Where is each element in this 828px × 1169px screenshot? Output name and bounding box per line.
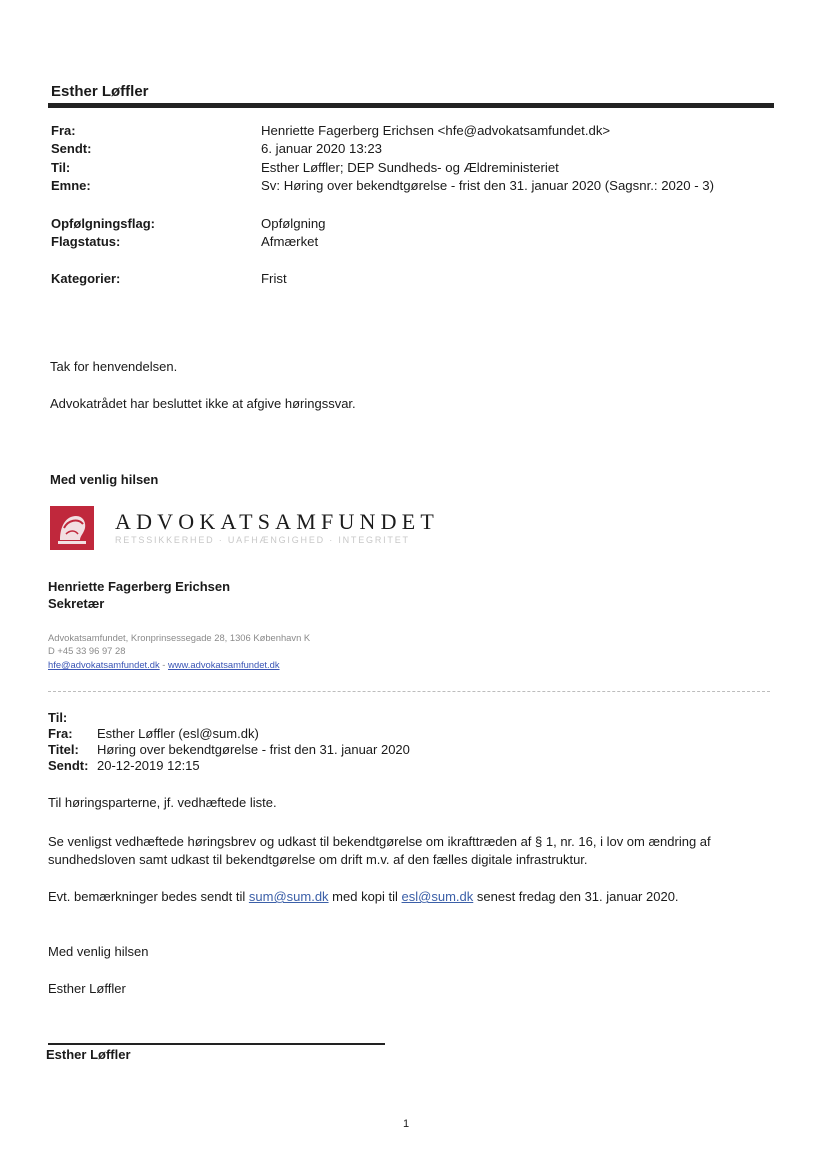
forwarded-sent-label: Sendt: xyxy=(48,758,89,773)
remarks-text-a: Evt. bemærkninger bedes sendt til xyxy=(48,889,249,904)
remarks-text-b: med kopi til xyxy=(328,889,402,904)
forwarded-from-label: Fra: xyxy=(48,726,73,741)
original-closing: Med venlig hilsen xyxy=(48,944,149,959)
subject-value: Sv: Høring over bekendtgørelse - frist den 31. januar 2020 (Sagsnr.: 2020 - 3) xyxy=(261,178,715,193)
reply-line-1: Tak for henvendelsen. xyxy=(50,359,178,374)
forwarded-sent-value: 20-12-2019 12:15 xyxy=(97,758,200,773)
remarks-text-c: senest fredag den 31. januar 2020. xyxy=(473,889,679,904)
page-number: 1 xyxy=(403,1118,410,1130)
forwarded-to-label: Til: xyxy=(48,710,68,725)
forwarded-title-label: Titel: xyxy=(48,742,79,757)
reply-closing: Med venlig hilsen xyxy=(50,472,159,487)
logo-tagline: RETSSIKKERHED · UAFHÆNGIGHED · INTEGRITET xyxy=(115,535,410,545)
signature-link-separator: - xyxy=(162,659,166,670)
original-remarks-line xyxy=(48,889,679,904)
original-paragraph-line-1: Se venligst vedhæftede høringsbrev og udkast til bekendtgørelse om ikrafttræden af § 1, nr. 16, i lov om ændring af xyxy=(48,834,711,849)
sent-value: 6. januar 2020 13:23 xyxy=(261,141,382,156)
footer-name: Esther Løffler xyxy=(46,1047,131,1062)
original-paragraph-line-2: sundhedsloven samt udkast til bekendtgørelse om drift m.v. af den fælles digitale infrastruktur. xyxy=(48,852,588,867)
categories-label: Kategorier: xyxy=(51,271,121,286)
forwarded-from-value: Esther Løffler (esl@sum.dk) xyxy=(97,726,259,741)
to-value: Esther Løffler; DEP Sundheds- og Ældreministeriet xyxy=(261,160,559,175)
page-title: Esther Løffler xyxy=(51,83,149,100)
message-separator xyxy=(48,691,770,692)
signature-email-link[interactable]: hfe@advokatsamfundet.dk xyxy=(48,659,160,670)
advokatsamfundet-logo xyxy=(50,506,94,550)
forwarded-title-value: Høring over bekendtgørelse - frist den 31. januar 2020 xyxy=(97,742,410,757)
signature-address: Advokatsamfundet, Kronprinsessegade 28, 1306 København K xyxy=(48,632,311,643)
original-line-1: Til høringsparterne, jf. vedhæftede liste. xyxy=(48,795,277,810)
from-value: Henriette Fagerberg Erichsen <hfe@advokatsamfundet.dk> xyxy=(261,123,611,138)
followup-flag-label: Opfølgningsflag: xyxy=(51,216,155,231)
signature-web-link[interactable]: www.advokatsamfundet.dk xyxy=(168,659,280,670)
sent-label: Sendt: xyxy=(51,141,92,156)
original-sender: Esther Løffler xyxy=(48,981,126,996)
footer-divider xyxy=(48,1043,385,1045)
flag-status-label: Flagstatus: xyxy=(51,234,121,249)
signature-name: Henriette Fagerberg Erichsen xyxy=(48,579,231,594)
from-label: Fra: xyxy=(51,123,76,138)
reply-line-2: Advokatrådet har besluttet ikke at afgive høringssvar. xyxy=(50,396,356,411)
athena-head-icon xyxy=(50,506,94,550)
subject-label: Emne: xyxy=(51,178,91,193)
signature-role: Sekretær xyxy=(48,596,105,611)
esl-email-link[interactable]: esl@sum.dk xyxy=(401,889,474,904)
header-divider xyxy=(48,103,774,108)
categories-value: Frist xyxy=(261,271,287,286)
flag-status-value: Afmærket xyxy=(261,234,319,249)
sum-email-link[interactable]: sum@sum.dk xyxy=(248,889,329,904)
followup-flag-value: Opfølgning xyxy=(261,216,326,231)
logo-wordmark: ADVOKATSAMFUNDET xyxy=(115,509,439,534)
to-label: Til: xyxy=(51,160,71,175)
signature-phone: D +45 33 96 97 28 xyxy=(48,645,126,656)
